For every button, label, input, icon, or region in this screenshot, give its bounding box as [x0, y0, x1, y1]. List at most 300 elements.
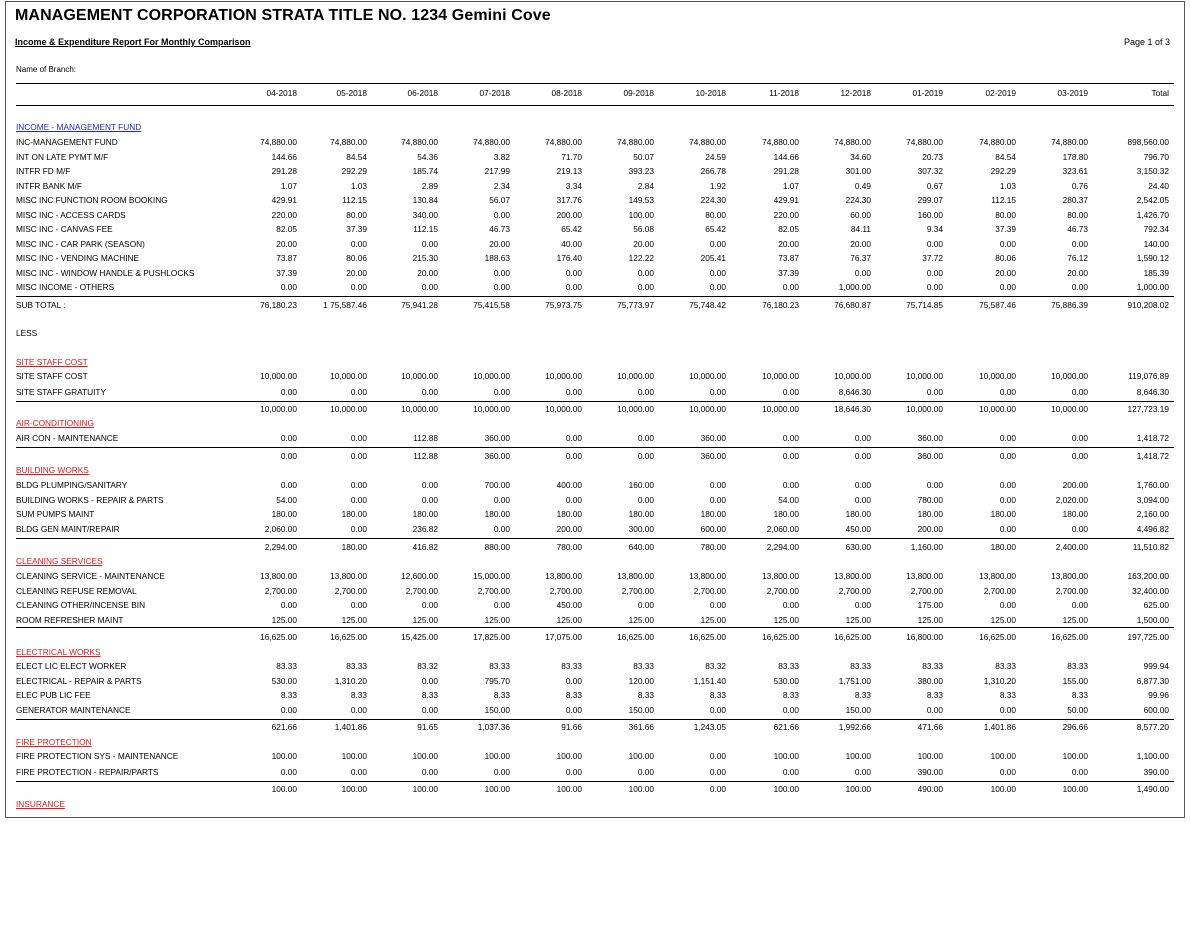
value-cell: 0.00	[350, 480, 367, 490]
value-cell: 74,880.00	[689, 137, 726, 147]
row-label: SITE STAFF GRATUITY	[16, 386, 107, 397]
subtotal-cell: 490.00	[917, 784, 943, 794]
value-cell: 8.33	[782, 690, 799, 700]
row-label: CLEANING REFUSE REMOVAL	[16, 585, 137, 596]
subtotal-cell: 100.00	[845, 784, 871, 794]
value-cell: 0.00	[999, 433, 1016, 443]
value-cell: 2,700.00	[766, 585, 799, 596]
section-heading[interactable]: CLEANING SERVICES	[16, 556, 103, 566]
value-cell: 2.84	[637, 180, 654, 191]
value-cell: 1,751.00	[838, 675, 871, 686]
value-cell: 74,880.00	[330, 137, 367, 147]
value-cell: 24.59	[705, 151, 726, 162]
value-cell: 8.33	[926, 690, 943, 700]
row-label: AIR CON - MAINTENANCE	[16, 433, 119, 443]
value-cell: 0.00	[421, 386, 438, 397]
value-cell: 0.00	[1071, 386, 1088, 397]
value-cell: 0.76	[1071, 180, 1088, 191]
value-cell: 999.94	[1143, 661, 1169, 671]
row-label: INT ON LATE PYMT M/F	[16, 151, 109, 162]
value-cell: 0.00	[493, 766, 510, 777]
subtotal-cell: 1,160.00	[910, 542, 943, 552]
subtotal-cell: 10,000.00	[906, 404, 943, 414]
value-cell: 20.73	[922, 151, 943, 162]
value-cell: 0.00	[350, 386, 367, 397]
subtotal-cell: 360.00	[700, 451, 726, 461]
row-label: CLEANING OTHER/INCENSE BIN	[16, 600, 146, 610]
value-cell: 46.73	[489, 224, 510, 234]
value-cell: 8.33	[421, 690, 438, 700]
column-header: 01-2019	[912, 88, 943, 98]
value-cell: 20.00	[850, 238, 871, 249]
value-cell: 80.06	[995, 253, 1016, 263]
value-cell: 360.00	[917, 433, 943, 443]
row-label: ROOM REFRESHER MAINT	[16, 614, 124, 625]
subtotal-cell: 471.66	[917, 722, 943, 732]
value-cell: 0.00	[280, 480, 297, 490]
value-cell: 0.00	[637, 766, 654, 777]
value-cell: 54.00	[276, 494, 297, 505]
value-cell: 0.00	[493, 209, 510, 220]
subtotal-cell: 1,418.72	[1136, 451, 1169, 461]
value-cell: 390.00	[1143, 766, 1169, 777]
value-cell: 2,700.00	[621, 585, 654, 596]
value-cell: 76.37	[850, 253, 871, 263]
value-cell: 0.00	[637, 433, 654, 443]
subtotal-cell: 880.00	[484, 542, 510, 552]
value-cell: 73.87	[276, 253, 297, 263]
value-cell: 83.33	[633, 661, 654, 671]
value-cell: 0.00	[493, 523, 510, 534]
value-cell: 13,800.00	[834, 571, 871, 581]
value-cell: 0.00	[421, 600, 438, 610]
value-cell: 1,000.00	[838, 282, 871, 292]
value-cell: 530.00	[773, 675, 799, 686]
value-cell: 390.00	[917, 766, 943, 777]
value-cell: 180.00	[700, 509, 726, 519]
column-header: Total	[1151, 88, 1169, 98]
value-cell: 450.00	[845, 523, 871, 534]
row-label: MISC INC - ACCESS CARDS	[16, 209, 126, 220]
value-cell: 0.00	[782, 282, 799, 292]
row-label: MISC INC - VENDING MACHINE	[16, 253, 140, 263]
value-cell: 83.33	[995, 661, 1016, 671]
value-cell: 1,418.72	[1136, 433, 1169, 443]
value-cell: 100.00	[773, 751, 799, 761]
value-cell: 0.00	[926, 282, 943, 292]
value-cell: 292.29	[990, 166, 1016, 176]
value-cell: 125.00	[556, 614, 582, 625]
value-cell: 0.00	[782, 704, 799, 715]
value-cell: 0.00	[280, 600, 297, 610]
value-cell: 100.00	[271, 751, 297, 761]
subtotal-cell: 15,425.00	[401, 632, 438, 642]
column-header: 03-2019	[1057, 88, 1088, 98]
subtotal-cell: 75,886.39	[1051, 300, 1088, 310]
value-cell: 125.00	[484, 614, 510, 625]
subtotal-cell: 2,400.00	[1055, 542, 1088, 552]
subtotal-cell: 0.00	[1071, 451, 1088, 461]
value-cell: 80.06	[346, 253, 367, 263]
value-cell: 149.53	[628, 195, 654, 205]
value-cell: 205.41	[700, 253, 726, 263]
value-cell: 185.74	[412, 166, 438, 176]
subtotal-cell: 16,625.00	[979, 632, 1016, 642]
value-cell: 12,600.00	[401, 571, 438, 581]
value-cell: 60.00	[850, 209, 871, 220]
value-cell: 80.00	[705, 209, 726, 220]
row-label: MISC INC - CANVAS FEE	[16, 224, 113, 234]
subtotal-cell: 100.00	[484, 784, 510, 794]
value-cell: 0.00	[280, 704, 297, 715]
value-cell: 9.34	[926, 224, 943, 234]
row-label: BLDG GEN MAINT/REPAIR	[16, 523, 120, 534]
value-cell: 3.34	[565, 180, 582, 191]
row-label: BUILDING WORKS - REPAIR & PARTS	[16, 494, 164, 505]
value-cell: 122.22	[628, 253, 654, 263]
value-cell: 80.00	[995, 209, 1016, 220]
value-cell: 56.08	[633, 224, 654, 234]
value-cell: 13,800.00	[1051, 571, 1088, 581]
subtotal-cell: 18,646.30	[834, 404, 871, 414]
value-cell: 120.00	[628, 675, 654, 686]
value-cell: 10,000.00	[979, 371, 1016, 381]
value-cell: 125.00	[845, 614, 871, 625]
value-cell: 4,496.82	[1136, 523, 1169, 534]
subtotal-cell: 75,748.42	[689, 300, 726, 310]
subtotal-cell: 0.00	[637, 451, 654, 461]
value-cell: 84.11	[850, 224, 871, 234]
subtotal-cell: 1 75,587.46	[323, 300, 367, 310]
value-cell: 3,150.32	[1136, 166, 1169, 176]
value-cell: 160.00	[628, 480, 654, 490]
value-cell: 112.15	[413, 224, 438, 234]
subtotal-cell: 0.00	[999, 451, 1016, 461]
value-cell: 24.40	[1148, 180, 1169, 191]
subtotal-cell: 100.00	[556, 784, 582, 794]
value-cell: 37.39	[346, 224, 367, 234]
value-cell: 74,880.00	[762, 137, 799, 147]
value-cell: 13,800.00	[260, 571, 297, 581]
value-cell: 0.00	[854, 267, 871, 278]
value-cell: 429.91	[271, 195, 297, 205]
value-cell: 180.00	[341, 509, 367, 519]
subtotal-cell: 75,973.75	[545, 300, 582, 310]
subtotal-cell: 10,000.00	[545, 404, 582, 414]
value-cell: 73.87	[778, 253, 799, 263]
subtotal-cell: 1,243.05	[693, 722, 726, 732]
value-cell: 2,060.00	[766, 523, 799, 534]
value-cell: 0.00	[493, 267, 510, 278]
value-cell: 100.00	[341, 751, 367, 761]
subtotal-cell: 910,208.02	[1127, 300, 1169, 310]
subtotal-cell: 75,941.28	[401, 300, 438, 310]
value-cell: 0.00	[565, 267, 582, 278]
value-cell: 125.00	[917, 614, 943, 625]
subtotal-cell: 100.00	[773, 784, 799, 794]
less-label: LESS	[16, 328, 38, 338]
value-cell: 10,000.00	[1051, 371, 1088, 381]
value-cell: 80.00	[346, 209, 367, 220]
value-cell: 6,877.30	[1136, 675, 1169, 686]
subtotal-cell: 16,625.00	[689, 632, 726, 642]
subtotal-cell: 10,000.00	[689, 404, 726, 414]
value-cell: 0.00	[999, 480, 1016, 490]
value-cell: 0.00	[350, 704, 367, 715]
value-cell: 0.00	[1071, 238, 1088, 249]
value-cell: 0.00	[709, 386, 726, 397]
value-cell: 10,000.00	[834, 371, 871, 381]
value-cell: 0.00	[709, 704, 726, 715]
row-label: MISC INC - WINDOW HANDLE & PUSHLOCKS	[16, 267, 195, 278]
subtotal-cell: 1,037.36	[477, 722, 510, 732]
value-cell: 76.12	[1067, 253, 1088, 263]
value-cell: 2.89	[421, 180, 438, 191]
value-cell: 299.07	[917, 195, 943, 205]
column-header: 05-2018	[336, 88, 367, 98]
value-cell: 1,000.00	[1136, 282, 1169, 292]
value-cell: 292.29	[341, 166, 367, 176]
value-cell: 0.00	[565, 704, 582, 715]
value-cell: 180.00	[271, 509, 297, 519]
value-cell: 100.00	[1062, 751, 1088, 761]
value-cell: 8,646.30	[838, 386, 871, 397]
value-cell: 0.00	[565, 494, 582, 505]
row-label: MISC INCOME - OTHERS	[16, 282, 115, 292]
value-cell: 0.00	[350, 494, 367, 505]
value-cell: 144.66	[271, 151, 297, 162]
subtotal-cell: 10,000.00	[617, 404, 654, 414]
value-cell: 37.39	[276, 267, 297, 278]
value-cell: 2,700.00	[264, 585, 297, 596]
subtotal-cell: 416.82	[412, 542, 438, 552]
subtotal-cell: 1,490.00	[1136, 784, 1169, 794]
value-cell: 112.15	[342, 195, 367, 205]
value-cell: 360.00	[484, 433, 510, 443]
value-cell: 340.00	[412, 209, 438, 220]
section-heading[interactable]: AIR-CONDITIONING	[16, 418, 94, 428]
value-cell: 792.34	[1143, 224, 1169, 234]
column-header: 02-2019	[985, 88, 1016, 98]
value-cell: 20.00	[276, 238, 297, 249]
column-header: 11-2018	[769, 88, 799, 98]
subtotal-divider	[16, 538, 1174, 539]
value-cell: 0.00	[782, 433, 799, 443]
value-cell: 280.37	[1062, 195, 1088, 205]
branch-label: Name of Branch:	[16, 65, 77, 74]
value-cell: 112.15	[991, 195, 1016, 205]
subtotal-cell: 10,000.00	[330, 404, 367, 414]
row-label: SITE STAFF COST	[16, 371, 88, 381]
value-cell: 180.00	[484, 509, 510, 519]
row-label: SUM PUMPS MAINT	[16, 509, 95, 519]
value-cell: 0.00	[999, 282, 1016, 292]
subtotal-cell: 127,723.19	[1127, 404, 1169, 414]
value-cell: 291.28	[773, 166, 799, 176]
subtotal-cell: 91.65	[417, 722, 438, 732]
subtotal-cell: 296.66	[1062, 722, 1088, 732]
column-header: 07-2018	[479, 88, 510, 98]
value-cell: 130.84	[412, 195, 438, 205]
subtotal-cell: 16,625.00	[260, 632, 297, 642]
value-cell: 20.00	[417, 267, 438, 278]
value-cell: 2.34	[493, 180, 510, 191]
subtotal-cell: 76,180.23	[260, 300, 297, 310]
subtotal-cell: 76,180.23	[762, 300, 799, 310]
value-cell: 2,020.00	[1055, 494, 1088, 505]
subtotal-divider	[16, 296, 1174, 297]
value-cell: 15,000.00	[473, 571, 510, 581]
value-cell: 8.33	[999, 690, 1016, 700]
row-label: ELEC PUB LIC FEE	[16, 690, 91, 700]
subtotal-cell: 16,625.00	[834, 632, 871, 642]
subtotal-cell: 621.66	[271, 722, 297, 732]
value-cell: 0.00	[565, 766, 582, 777]
value-cell: 8.33	[709, 690, 726, 700]
value-cell: 125.00	[341, 614, 367, 625]
value-cell: 0.00	[999, 494, 1016, 505]
subtotal-cell: 1,992.66	[838, 722, 871, 732]
report-title: MANAGEMENT CORPORATION STRATA TITLE NO. 1234 Gemini Cove	[15, 7, 551, 24]
subtotal-divider	[16, 401, 1174, 402]
value-cell: 2,700.00	[334, 585, 367, 596]
value-cell: 0.00	[782, 480, 799, 490]
value-cell: 125.00	[412, 614, 438, 625]
value-cell: 8.33	[1071, 690, 1088, 700]
value-cell: 2,700.00	[405, 585, 438, 596]
value-cell: 82.05	[778, 224, 799, 234]
value-cell: 0.00	[421, 238, 438, 249]
section-heading[interactable]: BUILDING WORKS	[16, 465, 89, 475]
value-cell: 780.00	[917, 494, 943, 505]
value-cell: 0.00	[782, 600, 799, 610]
value-cell: 112.88	[413, 433, 438, 443]
row-label: INC-MANAGEMENT FUND	[16, 137, 118, 147]
value-cell: 0.00	[565, 433, 582, 443]
row-label: ELECT LIC ELECT WORKER	[16, 661, 127, 671]
value-cell: 0.00	[421, 675, 438, 686]
value-cell: 20.00	[778, 238, 799, 249]
value-cell: 125.00	[990, 614, 1016, 625]
subtotal-cell: 0.00	[280, 451, 297, 461]
value-cell: 0.49	[854, 180, 871, 191]
subtotal-divider	[16, 627, 1174, 628]
value-cell: 1,590.12	[1136, 253, 1169, 263]
subtotal-cell: 16,625.00	[1051, 632, 1088, 642]
value-cell: 8.33	[854, 690, 871, 700]
value-cell: 0.00	[637, 386, 654, 397]
value-cell: 83.33	[346, 661, 367, 671]
subtotal-cell: 0.00	[854, 451, 871, 461]
value-cell: 0.00	[1071, 282, 1088, 292]
value-cell: 163,200.00	[1127, 571, 1169, 581]
value-cell: 0.00	[493, 600, 510, 610]
subtotal-cell: 8,577.20	[1136, 722, 1169, 732]
value-cell: 188.63	[484, 253, 510, 263]
value-cell: 0.00	[709, 267, 726, 278]
column-header: 10-2018	[695, 88, 726, 98]
value-cell: 600.00	[1143, 704, 1169, 715]
value-cell: 400.00	[556, 480, 582, 490]
value-cell: 125.00	[271, 614, 297, 625]
value-cell: 65.42	[705, 224, 726, 234]
value-cell: 185.39	[1143, 267, 1169, 278]
value-cell: 0.00	[280, 386, 297, 397]
value-cell: 429.91	[773, 195, 799, 205]
subtotal-cell: 780.00	[556, 542, 582, 552]
subtotal-cell: 100.00	[628, 784, 654, 794]
value-cell: 8.33	[493, 690, 510, 700]
value-cell: 84.54	[346, 151, 367, 162]
value-cell: 0.00	[637, 600, 654, 610]
subtotal-cell: 11,510.82	[1132, 542, 1169, 552]
value-cell: 20.00	[995, 267, 1016, 278]
value-cell: 1.03	[350, 180, 367, 191]
value-cell: 0.00	[854, 433, 871, 443]
value-cell: 10,000.00	[906, 371, 943, 381]
subtotal-cell: 75,587.46	[979, 300, 1016, 310]
value-cell: 200.00	[556, 209, 582, 220]
value-cell: 323.61	[1062, 166, 1088, 176]
value-cell: 71.70	[561, 151, 582, 162]
value-cell: 100.00	[556, 751, 582, 761]
section-heading[interactable]: INSURANCE	[16, 799, 65, 809]
value-cell: 82.05	[276, 224, 297, 234]
value-cell: 2,542.05	[1136, 195, 1169, 205]
value-cell: 10,000.00	[260, 371, 297, 381]
value-cell: 74,880.00	[401, 137, 438, 147]
value-cell: 0.00	[421, 494, 438, 505]
value-cell: 180.00	[628, 509, 654, 519]
value-cell: 80.00	[1067, 209, 1088, 220]
subtotal-cell: 100.00	[1062, 784, 1088, 794]
value-cell: 1.92	[709, 180, 726, 191]
value-cell: 0.00	[999, 704, 1016, 715]
value-cell: 125.00	[628, 614, 654, 625]
subtotal-divider	[16, 447, 1174, 448]
value-cell: 0.00	[999, 523, 1016, 534]
value-cell: 317.76	[556, 195, 582, 205]
section-heading[interactable]: INCOME - MANAGEMENT FUND	[16, 122, 142, 132]
row-label: MISC INC - CAR PARK (SEASON)	[16, 238, 145, 249]
section-heading[interactable]: SITE STAFF COST	[16, 357, 88, 367]
section-heading[interactable]: FIRE PROTECTION	[16, 737, 92, 747]
value-cell: 0.00	[1071, 433, 1088, 443]
value-cell: 56.07	[489, 195, 510, 205]
value-cell: 219.13	[556, 166, 582, 176]
value-cell: 8,646.30	[1136, 386, 1169, 397]
value-cell: 0.00	[1071, 523, 1088, 534]
value-cell: 1.03	[999, 180, 1016, 191]
column-header: 04-2018	[266, 88, 297, 98]
value-cell: 0.00	[854, 600, 871, 610]
subtotal-cell: 16,800.00	[906, 632, 943, 642]
subtotal-cell: 2,294.00	[766, 542, 799, 552]
value-cell: 2,160.00	[1136, 509, 1169, 519]
value-cell: 0.00	[854, 766, 871, 777]
subtotal-cell: 10,000.00	[260, 404, 297, 414]
value-cell: 0.00	[999, 600, 1016, 610]
subtotal-cell: 100.00	[990, 784, 1016, 794]
value-cell: 178.80	[1062, 151, 1088, 162]
value-cell: 0.00	[565, 675, 582, 686]
value-cell: 1,760.00	[1136, 480, 1169, 490]
value-cell: 0.00	[565, 386, 582, 397]
section-heading[interactable]: ELECTRICAL WORKS	[16, 647, 101, 657]
subtotal-cell: 621.66	[773, 722, 799, 732]
value-cell: 10,000.00	[617, 371, 654, 381]
value-cell: 0.00	[709, 238, 726, 249]
